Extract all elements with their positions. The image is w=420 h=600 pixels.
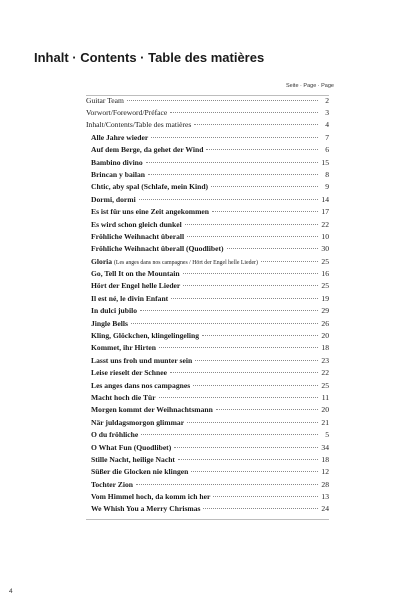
entry-page-number: 28 bbox=[321, 479, 329, 489]
dot-leader bbox=[202, 335, 318, 336]
entry-page-number: 10 bbox=[321, 231, 329, 241]
dot-leader bbox=[213, 496, 318, 497]
entry-title: Jingle Bells bbox=[91, 318, 128, 328]
entry-title: Inhalt/Contents/Table des matières bbox=[86, 120, 192, 130]
dot-leader bbox=[227, 248, 318, 249]
entry-page-number: 15 bbox=[321, 157, 329, 167]
toc-entry-song bbox=[86, 455, 329, 467]
toc-entry-song bbox=[86, 281, 329, 293]
entry-title: We Whish You a Merry Chrismas bbox=[91, 504, 201, 514]
entry-page-number: 19 bbox=[321, 293, 329, 303]
toc-entry-song bbox=[86, 430, 329, 442]
toc-entry-song bbox=[86, 343, 329, 355]
entry-title: Guitar Team bbox=[86, 95, 124, 105]
toc-entry-song bbox=[86, 443, 329, 455]
dot-leader bbox=[140, 310, 318, 311]
toc-entry-song bbox=[86, 319, 329, 331]
bottom-rule bbox=[86, 519, 329, 520]
entry-page-number: 16 bbox=[321, 269, 329, 279]
entry-page-number: 9 bbox=[325, 182, 329, 192]
dot-leader bbox=[261, 261, 318, 262]
entry-page-number: 24 bbox=[321, 504, 329, 514]
entry-title: Dormi, dormi bbox=[91, 194, 136, 204]
entry-page-number: 30 bbox=[321, 244, 329, 254]
entry-page-number: 25 bbox=[321, 281, 329, 291]
toc-entry bbox=[86, 96, 329, 108]
dot-leader bbox=[136, 484, 318, 485]
dot-leader bbox=[203, 508, 318, 509]
entry-title: Chtic, aby spal (Schlafe, mein Kind) bbox=[91, 182, 209, 192]
entry-title: Auf dem Berge, da gehet der Wind bbox=[91, 145, 204, 155]
entry-page-number: 25 bbox=[321, 380, 329, 390]
entry-title: Es wird schon gleich dunkel bbox=[91, 219, 182, 229]
page-column-header: Seite · Page · Page bbox=[285, 83, 334, 89]
table-of-contents bbox=[86, 95, 329, 519]
entry-page-number: 11 bbox=[321, 392, 329, 402]
toc-entry bbox=[86, 120, 329, 132]
entry-page-number: 2 bbox=[325, 95, 329, 105]
entry-title: Vorwort/Foreword/Préface bbox=[86, 107, 168, 117]
dot-leader bbox=[131, 323, 318, 324]
dot-leader bbox=[148, 174, 318, 175]
toc-entry-song bbox=[86, 133, 329, 145]
entry-title: Lasst uns froh und munter sein bbox=[91, 355, 193, 365]
toc-entry-song bbox=[86, 170, 329, 182]
entry-title: Fröhliche Weihnacht überall bbox=[91, 231, 185, 241]
toc-entry-song bbox=[86, 145, 329, 157]
entry-page-number: 12 bbox=[321, 467, 329, 477]
entry-title: Vom Himmel hoch, da komm ich her bbox=[91, 492, 211, 502]
entry-title: Brincan y bailan bbox=[91, 169, 146, 179]
dot-leader bbox=[216, 409, 318, 410]
entry-page-number: 18 bbox=[321, 454, 329, 464]
entry-title: Bambino divino bbox=[91, 157, 143, 167]
dot-leader bbox=[127, 100, 318, 101]
entry-subtitle: (Les anges dans nos campagnes / Hört der Engel helle Lieder) bbox=[114, 259, 258, 266]
dot-leader bbox=[146, 162, 318, 163]
entry-title: Stille Nacht, heilige Nacht bbox=[91, 454, 175, 464]
dot-leader bbox=[141, 434, 318, 435]
toc-entry-song bbox=[86, 257, 329, 269]
dot-leader bbox=[206, 149, 318, 150]
dot-leader bbox=[170, 112, 318, 113]
dot-leader bbox=[151, 137, 318, 138]
dot-leader bbox=[159, 347, 318, 348]
entry-title: Leise rieselt der Schnee bbox=[91, 368, 167, 378]
page-number: 4 bbox=[9, 588, 13, 595]
toc-entry-song bbox=[86, 504, 329, 516]
toc-entry bbox=[86, 108, 329, 120]
entry-title: Les anges dans nos campagnes bbox=[91, 380, 191, 390]
dot-leader bbox=[171, 298, 318, 299]
entry-page-number: 5 bbox=[325, 430, 329, 440]
toc-entry-song bbox=[86, 331, 329, 343]
dot-leader bbox=[183, 285, 318, 286]
entry-page-number: 26 bbox=[321, 318, 329, 328]
entry-page-number: 34 bbox=[321, 442, 329, 452]
dot-leader bbox=[211, 186, 318, 187]
dot-leader bbox=[193, 385, 318, 386]
toc-entry-song bbox=[86, 356, 329, 368]
toc-entry-song bbox=[86, 207, 329, 219]
dot-leader bbox=[139, 199, 318, 200]
dot-leader bbox=[187, 236, 318, 237]
entry-title: När juldagsmorgon glimmar bbox=[91, 417, 185, 427]
entry-page-number: 6 bbox=[325, 145, 329, 155]
dot-leader bbox=[185, 224, 318, 225]
entry-page-number: 22 bbox=[321, 368, 329, 378]
toc-entry-song bbox=[86, 244, 329, 256]
song-list bbox=[86, 133, 329, 517]
toc-entry-song bbox=[86, 480, 329, 492]
entry-title: Hört der Engel helle Lieder bbox=[91, 281, 181, 291]
entry-page-number: 17 bbox=[321, 207, 329, 217]
dot-leader bbox=[187, 422, 318, 423]
entry-title: Kling, Glöckchen, klingelingeling bbox=[91, 331, 200, 341]
entry-page-number: 3 bbox=[325, 107, 329, 117]
dot-leader bbox=[212, 211, 318, 212]
toc-entry-song bbox=[86, 405, 329, 417]
entry-title: O du fröhliche bbox=[91, 430, 139, 440]
dot-leader bbox=[183, 273, 318, 274]
entry-title: Süßer die Glocken nie klingen bbox=[91, 467, 189, 477]
entry-title: Alle Jahre wieder bbox=[91, 132, 149, 142]
entry-title: Es ist für uns eine Zeit angekommen bbox=[91, 207, 209, 217]
entry-title: Il est né, le divin Enfant bbox=[91, 293, 169, 303]
toc-entry-song bbox=[86, 220, 329, 232]
entry-page-number: 14 bbox=[321, 194, 329, 204]
dot-leader bbox=[178, 459, 318, 460]
entry-page-number: 23 bbox=[321, 355, 329, 365]
entry-page-number: 21 bbox=[321, 417, 329, 427]
toc-entry-song bbox=[86, 467, 329, 479]
toc-entry-song bbox=[86, 294, 329, 306]
entry-title: Gloria bbox=[91, 256, 113, 266]
entry-page-number: 7 bbox=[325, 132, 329, 142]
entry-title: Kommet, ihr Hirten bbox=[91, 343, 157, 353]
entry-page-number: 18 bbox=[321, 343, 329, 353]
entry-title: Fröhliche Weihnacht überall (Quodlibet) bbox=[91, 244, 224, 254]
dot-leader bbox=[195, 360, 318, 361]
entry-title: Go, Tell It on the Mountain bbox=[91, 269, 180, 279]
toc-entry-song bbox=[86, 158, 329, 170]
toc-entry-song bbox=[86, 418, 329, 430]
toc-entry-song bbox=[86, 195, 329, 207]
toc-entry-song bbox=[86, 368, 329, 380]
entry-title: Morgen kommt der Weihnachtsmann bbox=[91, 405, 213, 415]
dot-leader bbox=[194, 124, 318, 125]
entry-page-number: 29 bbox=[321, 306, 329, 316]
toc-entry-song bbox=[86, 381, 329, 393]
toc-entry-song bbox=[86, 492, 329, 504]
toc-entry-song bbox=[86, 269, 329, 281]
toc-entry-song bbox=[86, 182, 329, 194]
entry-page-number: 25 bbox=[321, 256, 329, 266]
dot-leader bbox=[170, 372, 318, 373]
entry-page-number: 22 bbox=[321, 219, 329, 229]
toc-entry-song bbox=[86, 306, 329, 318]
entry-title: O What Fun (Quodlibet) bbox=[91, 442, 172, 452]
entry-page-number: 20 bbox=[321, 405, 329, 415]
entry-page-number: 20 bbox=[321, 331, 329, 341]
toc-entry-song bbox=[86, 232, 329, 244]
entry-page-number: 8 bbox=[325, 169, 329, 179]
entry-title: Tochter Zion bbox=[91, 479, 133, 489]
entry-title: Macht hoch die Tür bbox=[91, 392, 156, 402]
toc-entry-song bbox=[86, 393, 329, 405]
entry-title: In dulci jubilo bbox=[91, 306, 138, 316]
page-title: Inhalt · Contents · Table des matières bbox=[34, 50, 265, 65]
dot-leader bbox=[191, 471, 318, 472]
dot-leader bbox=[174, 447, 318, 448]
dot-leader bbox=[159, 397, 318, 398]
entry-page-number: 13 bbox=[321, 492, 329, 502]
front-matter-list bbox=[86, 96, 329, 133]
entry-page-number: 4 bbox=[325, 120, 329, 130]
